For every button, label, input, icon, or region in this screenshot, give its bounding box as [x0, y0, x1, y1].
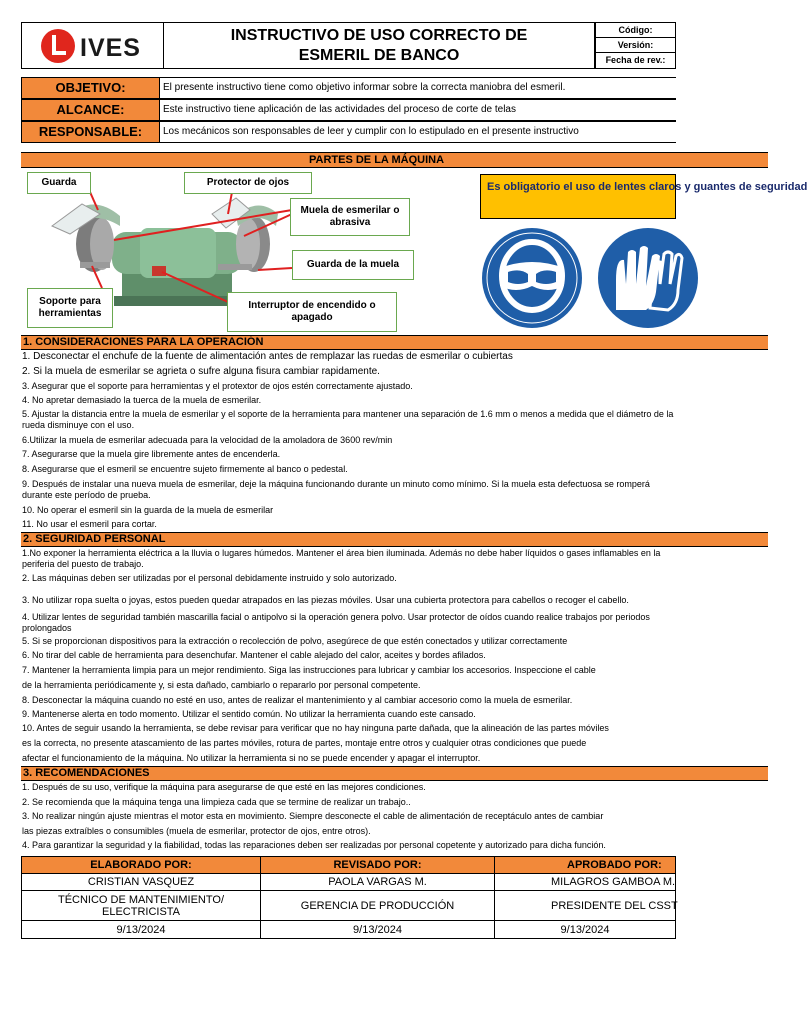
logo-cell — [21, 22, 164, 69]
ppe-signs — [480, 230, 676, 330]
seguridad-item: 2. Las máquinas deben ser utilizadas por el personal debidamente instruido y solo autorizado. — [22, 573, 397, 583]
label-guarda-muela: Guarda de la muela — [292, 250, 414, 280]
label-protector-de-ojos: Protector de ojos — [184, 172, 312, 194]
consideracion-item: 2. Si la muela de esmerilar se agrieta o sufre alguna fisura cambiar rapidamente. — [22, 366, 380, 377]
ppe-notice-text: Es obligatorio el uso de lentes claros y guantes de seguridad — [487, 181, 807, 193]
consideracion-item: 6.Utilizar la muela de esmerilar adecuada para la velocidad de la amoladora de 3600 rev/min — [22, 435, 393, 445]
aprobado-header: APROBADO POR: — [494, 856, 676, 874]
consideracion-item: 9. Después de instalar una nueva muela de esmerilar, deje la máquina funcionando durante un minuto como mínimo. Si la muela esta defectuosa se romperá durante este período de prueba. — [22, 479, 650, 500]
gloves-icon — [594, 230, 704, 330]
recomendacion-item: 4. Para garantizar la seguridad y la fiabilidad, todas las reparaciones deben ser realizadas por personal copetente y autorizado para dicha función. — [22, 840, 606, 850]
label-interruptor: Interruptor de encendido o apagado — [227, 292, 397, 332]
elaborado-name: CRISTIAN VASQUEZ — [21, 873, 261, 891]
revisado-name: PAOLA VARGAS M. — [260, 873, 495, 891]
responsable-text: Los mecánicos son responsables de leer y cumplir con lo estipulado en el presente instructivo — [160, 121, 676, 143]
revisado-date: 9/13/2024 — [260, 920, 495, 939]
recomendaciones-header: 3. RECOMENDACIONES — [21, 766, 768, 781]
ppe-notice — [480, 174, 807, 219]
fecha-label: Fecha de rev.: — [595, 52, 676, 69]
consideracion-item: 1. Desconectar el enchufe de la fuente de alimentación antes de remplazar las ruedas de esmerilar o cubiertas — [22, 351, 513, 362]
consideracion-item: 11. No usar el esmeril para cortar. — [22, 519, 157, 529]
consideracion-item: 4. No apretar demasiado la tuerca de la muela de esmerilar. — [22, 395, 262, 405]
seguridad-item: 10. Antes de seguir usando la herramienta, se debe revisar para verificar que no hay ninguna parte dañada, que la alineación de las partes móviles — [22, 723, 609, 733]
alcance-label: ALCANCE: — [21, 99, 160, 121]
recomendacion-item: 2. Se recomienda que la máquina tenga una limpieza cada que se termine de realizar un trabajo.. — [22, 797, 411, 807]
aprobado-name: MILAGROS GAMBOA M. — [494, 873, 676, 891]
seguridad-item: 8. Desconectar la máquina cuando no esté en uso, antes de realizar el mantenimiento y al cambiar accesorio como la muela de esmerilar. — [22, 695, 573, 705]
label-soporte: Soporte para herramientas — [27, 288, 113, 328]
recomendacion-item: 3. No realizar ningún ajuste mientras el motor esta en movimiento. Siempre desconecte el cable de alimentación de receptáculo antes de cambiar — [22, 811, 604, 821]
seguridad-item: de la herramienta periódicamente y, si esta dañado, cambiarlo o repararlo por personal competente. — [22, 680, 421, 690]
codigo-label: Código: — [595, 22, 676, 38]
document-title: INSTRUCTIVO DE USO CORRECTO DE ESMERIL DE BANCO — [230, 26, 528, 64]
alcance-text: Este instructivo tiene aplicación de las actividades del proceso de corte de telas — [160, 99, 676, 121]
recomendacion-item: las piezas extraíbles o consumibles (muela de esmerilar, protector de ojos, entre otros). — [22, 826, 371, 836]
seguridad-item: es la correcta, no presente atascamiento de las partes móviles, rotura de partes, montaje entre otros y cualquier otras condiciones que puede — [22, 738, 587, 748]
seguridad-item: 5. Si se proporcionan dispositivos para la extracción o recolección de polvo, asegúrece de que estén conectados y utilizar correctamente — [22, 636, 568, 646]
recomendacion-item: 1. Después de su uso, verifique la máquina para asegurarse de que esté en las mejores condiciones. — [22, 782, 426, 792]
elaborado-date: 9/13/2024 — [21, 920, 261, 939]
seguridad-item: 6. No tirar del cable de herramienta para desenchufar. Mantener el cable alejado del calor, aceites y bordes afilados. — [22, 650, 486, 660]
consideraciones-header: 1. CONSIDERACIONES PARA LA OPERACIÓN — [21, 335, 768, 350]
objetivo-label: OBJETIVO: — [21, 77, 160, 99]
label-muela: Muela de esmerilar o abrasiva — [290, 198, 410, 236]
seguridad-item: 9. Mantenerse alerta en todo momento. Utilizar el sentido común. No utilizar la herramienta cuando este cansado. — [22, 709, 476, 719]
consideracion-item: 7. Asegurarse que la muela gire libremente antes de encenderla. — [22, 449, 281, 459]
partes-section-header: PARTES DE LA MÁQUINA — [21, 152, 768, 168]
responsable-label: RESPONSABLE: — [21, 121, 160, 143]
version-label: Versión: — [595, 37, 676, 53]
aprobado-date: 9/13/2024 — [494, 920, 676, 939]
company-logo — [22, 23, 165, 70]
document-title-cell — [163, 22, 595, 69]
machine-diagram — [22, 170, 482, 336]
revisado-header: REVISADO POR: — [260, 856, 495, 874]
consideracion-item: 10. No operar el esmeril sin la guarda de la muela de esmerilar — [22, 505, 274, 515]
seguridad-header: 2. SEGURIDAD PERSONAL — [21, 532, 768, 547]
elaborado-role: TÉCNICO DE MANTENIMIENTO/ ELECTRICISTA — [21, 890, 261, 921]
label-guarda: Guarda — [27, 172, 91, 194]
aprobado-role: PRESIDENTE DEL CSST — [494, 890, 676, 921]
seguridad-item: 1.No exponer la herramienta eléctrica a la lluvia o lugares húmedos. Mantener el área bien iluminada. Además no debe haber líquidos o gases inflamables en la periferia del puesto de trabajo. — [22, 548, 661, 569]
consideracion-item: 3. Asegurar que el soporte para herramientas y el protextor de ojos estén correctamente ajustado. — [22, 381, 413, 391]
seguridad-item: afectar el funcionamiento de la máquina. No utilizar la herramienta si no se puede encender y apagar el interruptor. — [22, 753, 481, 763]
seguridad-item: 3. No utilizar ropa suelta o joyas, estos pueden quedar atrapados en las piezas móviles. Usar una cubierta protectora para cabellos o recoger el cabello. — [22, 595, 629, 605]
consideracion-item: 8. Asegurarse que el esmeril se encuentre sujeto firmemente al banco o pedestal. — [22, 464, 348, 474]
logo-text: IVES — [80, 34, 141, 62]
objetivo-text: El presente instructivo tiene como objetivo informar sobre la correcta maniobra del esmeril. — [160, 77, 676, 99]
consideracion-item: 5. Ajustar la distancia entre la muela de esmerilar y el soporte de la herramienta para mantener una separación de 1.6 mm o menos a medida que el diámetro de la rueda disminuye con el uso. — [22, 409, 674, 430]
elaborado-header: ELABORADO POR: — [21, 856, 261, 874]
seguridad-item: 4. Utilizar lentes de seguridad también mascarilla facial o antipolvo si la operación genera polvo. Usar protector de oídos cuando realice trabajos por periodos prolongados — [22, 612, 650, 633]
seguridad-item: 7. Mantener la herramienta limpia para un mejor rendimiento. Siga las instrucciones para lubricar y cambiar los accesorios. Inspeccione el cable — [22, 665, 596, 675]
revisado-role: GERENCIA DE PRODUCCIÓN — [260, 890, 495, 921]
